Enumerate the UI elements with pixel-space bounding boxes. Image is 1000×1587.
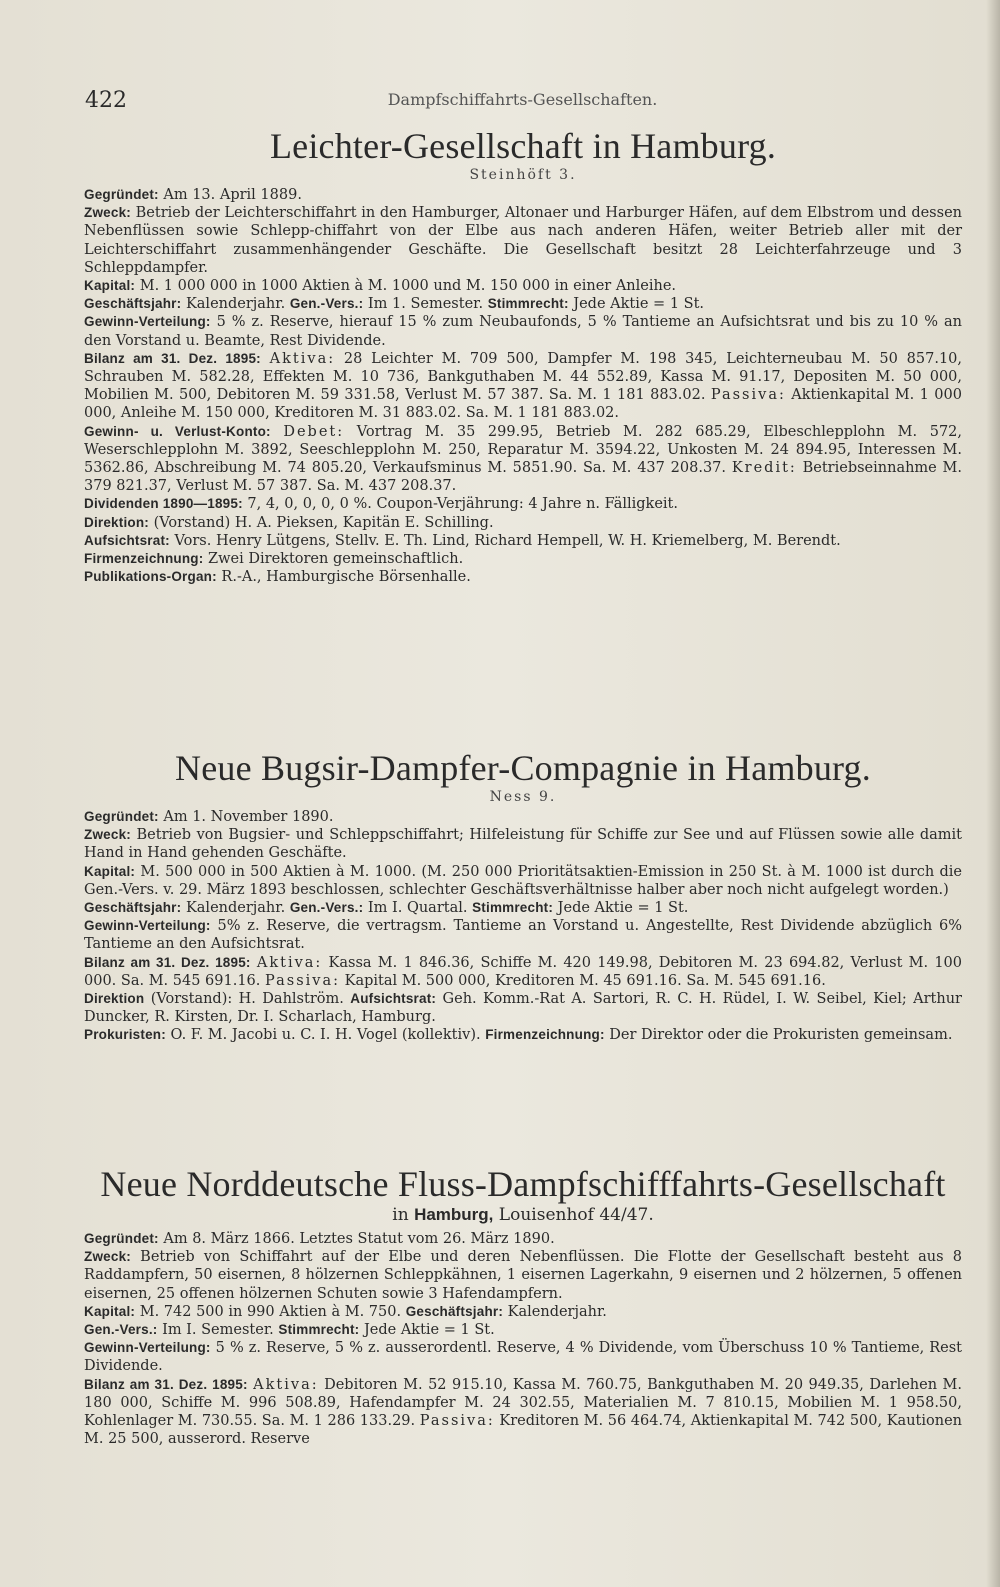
board-line: Direktion: (Vorstand) H. A. Pieksen, Kapitän E. Schilling. xyxy=(84,514,494,531)
profit-distribution-line: Gewinn-Verteilung: 5% z. Reserve, die vertragsm. Tantieme an Vorstand u. Angestellte, Rest Dividende abzüglich 6% Tantieme an den Aufsichtsrat. xyxy=(84,918,962,953)
founded-line: Gegründet: Am 13. April 1889. xyxy=(84,187,302,203)
capital-line: Kapital: M. 1 000 000 in 1000 Aktien à M. 1000 und M. 150 000 in einer Anleihe. xyxy=(84,278,677,295)
company-address: Ness 9. xyxy=(489,789,557,805)
board-line: Direktion (Vorstand): H. Dahlström. Aufsichtsrat: Geh. Komm.-Rat A. Sartori, R. C. H. Rüdel, I. W. Seibel, Kiel; Arthur Duncker, R. Kirsten, Dr. I. Scharlach, Hamburg. xyxy=(84,991,962,1026)
profit-distribution-line: Gewinn-Verteilung: 5 % z. Reserve, 5 % z. ausserordentl. Reserve, 4 % Dividende, vom Überschuss 10 % Tantieme, Rest Dividende. xyxy=(84,1340,962,1375)
company-title: Leichter-Gesellschaft in Hamburg. xyxy=(269,126,777,166)
procurators-line: Prokuristen: O. F. M. Jacobi u. C. I. H. Vogel (kollektiv). Firmenzeichnung: Der Direktor oder die Prokuristen gemeinsam. xyxy=(84,1027,953,1044)
company-title: Neue Norddeutsche Fluss-Dampfschifffahrts-Gesellschaft xyxy=(100,1164,946,1204)
company-entry-norddeutsche xyxy=(84,1164,962,1448)
founded-line: Gegründet: Am 1. November 1890. xyxy=(84,809,334,825)
publication-line: Publikations-Organ: R.-A., Hamburgische Börsenhalle. xyxy=(84,569,471,586)
balance-line: Bilanz am 31. Dez. 1895: Aktiva: Debitoren M. 52 915.10, Kassa M. 760.75, Bankguthaben M. 20 949.35, Darlehen M. 180 000, Schiffe M. 996 508.89, Hafendampfer M. 24 302.55, Materialien M. 7 810.15, Mobilien M. 1 958.50, Kohlenlager M. 730.55. Sa. M. 1 286 133.29. Passiva: Kreditoren M. 56 464.74, Aktienkapital M. 742 500, Kautionen M. 25 500, ausserord. Reserve xyxy=(84,1376,963,1448)
company-address: Steinhöft 3. xyxy=(469,167,577,183)
fiscal-line: Geschäftsjahr: Kalenderjahr. Gen.-Vers.: Im 1. Semester. Stimmrecht: Jede Aktie = 1 St. xyxy=(84,296,705,313)
balance-line: Bilanz am 31. Dez. 1895: Aktiva: Kassa M. 1 846.36, Schiffe M. 420 149.98, Debitoren M. 23 694.82, Verlust M. 100 000. Sa. M. 545 691.16. Passiva: Kapital M. 500 000, Kreditoren M. 45 691.16. Sa. M. 545 691.16. xyxy=(84,954,963,989)
entry-body xyxy=(84,1230,962,1448)
company-address: in Hamburg, Louisenhof 44/47. xyxy=(392,1205,654,1225)
entry-body xyxy=(84,808,962,1045)
company-title: Neue Bugsir-Dampfer-Compagnie in Hamburg. xyxy=(175,748,871,788)
signature-line: Firmenzeichnung: Zwei Direktoren gemeinschaftlich. xyxy=(84,551,464,568)
purpose-line: Zweck: Betrieb von Bugsier- und Schleppschiffahrt; Hilfeleistung für Schiffe zur See und auf Flüssen sowie alle damit Hand in Hand gehenden Geschäfte. xyxy=(84,827,962,862)
profit-distribution-line: Gewinn-Verteilung: 5 % z. Reserve, hierauf 15 % zum Neubaufonds, 5 % Tantieme an Aufsichtsrat und bis zu 10 % an den Vorstand u. Beamte, Rest Dividende. xyxy=(84,314,962,349)
running-title: Dampfschiffahrts-Gesellschaften. xyxy=(387,90,658,109)
capital-line: Kapital: M. 742 500 in 990 Aktien à M. 750. Geschäftsjahr: Kalenderjahr. xyxy=(84,1303,607,1320)
page-number: 422 xyxy=(85,88,127,113)
supervisory-board-line: Aufsichtsrat: Vors. Henry Lütgens, Stellv. E. Th. Lind, Richard Hempell, W. H. Kriemelberg, M. Berendt. xyxy=(84,532,841,549)
page-header xyxy=(85,88,960,116)
fiscal-line: Geschäftsjahr: Kalenderjahr. Gen.-Vers.: Im I. Quartal. Stimmrecht: Jede Aktie = 1 St. xyxy=(84,900,689,917)
purpose-line: Zweck: Betrieb von Schiffahrt auf der Elbe und deren Nebenflüssen. Die Flotte der Gesellschaft besteht aus 8 Raddampfern, 50 eisernen, 8 hölzernen Schleppkähnen, 1 eisernen Lagerkahn, 9 eisernen und 2 hölzernen, 5 offenen eisernen, 25 offenen hölzernen Schuten sowie 3 Hafendampfern. xyxy=(84,1249,962,1302)
entry-body xyxy=(84,186,962,586)
dividends-line: Dividenden 1890—1895: 7, 4, 0, 0, 0, 0 %. Coupon-Verjährung: 4 Jahre n. Fälligkeit. xyxy=(84,496,678,513)
company-entry-bugsir xyxy=(84,748,962,1045)
founded-line: Gegründet: Am 8. März 1866. Letztes Statut vom 26. März 1890. xyxy=(84,1231,555,1247)
profit-loss-line: Gewinn- u. Verlust-Konto: Debet: Vortrag M. 35 299.95, Betrieb M. 282 685.29, Elbeschlepplohn M. 572, Weserschlepplohn M. 3892, Seeschlepplohn M. 250, Reparatur M. 3594.22, Unkosten M. 24 894.95, Interessen M. 5362.86, Abschreibung M. 74 805.20, Verkaufsminus M. 5851.90. Sa. M. 437 208.37. Kredit: Betriebseinnahme M. 379 821.37, Verlust M. 57 387. Sa. M. 437 208.37. xyxy=(84,423,963,495)
company-entry-leichter xyxy=(84,126,962,586)
purpose-line: Zweck: Betrieb der Leichterschiffahrt in den Hamburger, Altonaer und Harburger Häfen, auf dem Elbstrom und dessen Nebenflüssen sowie Schlepp-chiffahrt von der Elbe aus nach anderen Häfen, weiter Betrieb aller mit der Leichterschiffahrt zusammenhängender Geschäfte. Die Gesellschaft besitzt 28 Leichterfahrzeuge und 3 Schleppdampfer. xyxy=(84,205,962,276)
fiscal-line: Gen.-Vers.: Im I. Semester. Stimmrecht: Jede Aktie = 1 St. xyxy=(84,1322,495,1339)
balance-line: Bilanz am 31. Dez. 1895: Aktiva: 28 Leichter M. 709 500, Dampfer M. 198 345, Leichterneubau M. 50 857.10, Schrauben M. 582.28, Effekten M. 10 736, Bankguthaben M. 44 552.89, Kassa M. 91.17, Depositen M. 50 000, Mobilien M. 500, Debitoren M. 59 331.58, Verlust M. 57 387. Sa. M. 1 181 883.02. Passiva: Aktienkapital M. 1 000 000, Anleihe M. 150 000, Kreditoren M. 31 883.02. Sa. M. 1 181 883.02. xyxy=(84,350,963,422)
capital-line: Kapital: M. 500 000 in 500 Aktien à M. 1000. (M. 250 000 Prioritätsaktien-Emission in 250 St. à M. 1000 ist durch die Gen.-Vers. v. 29. März 1893 beschlossen, schlechter Geschäftsverhältnisse halber aber noch nicht aufgelegt worden.) xyxy=(84,863,962,898)
